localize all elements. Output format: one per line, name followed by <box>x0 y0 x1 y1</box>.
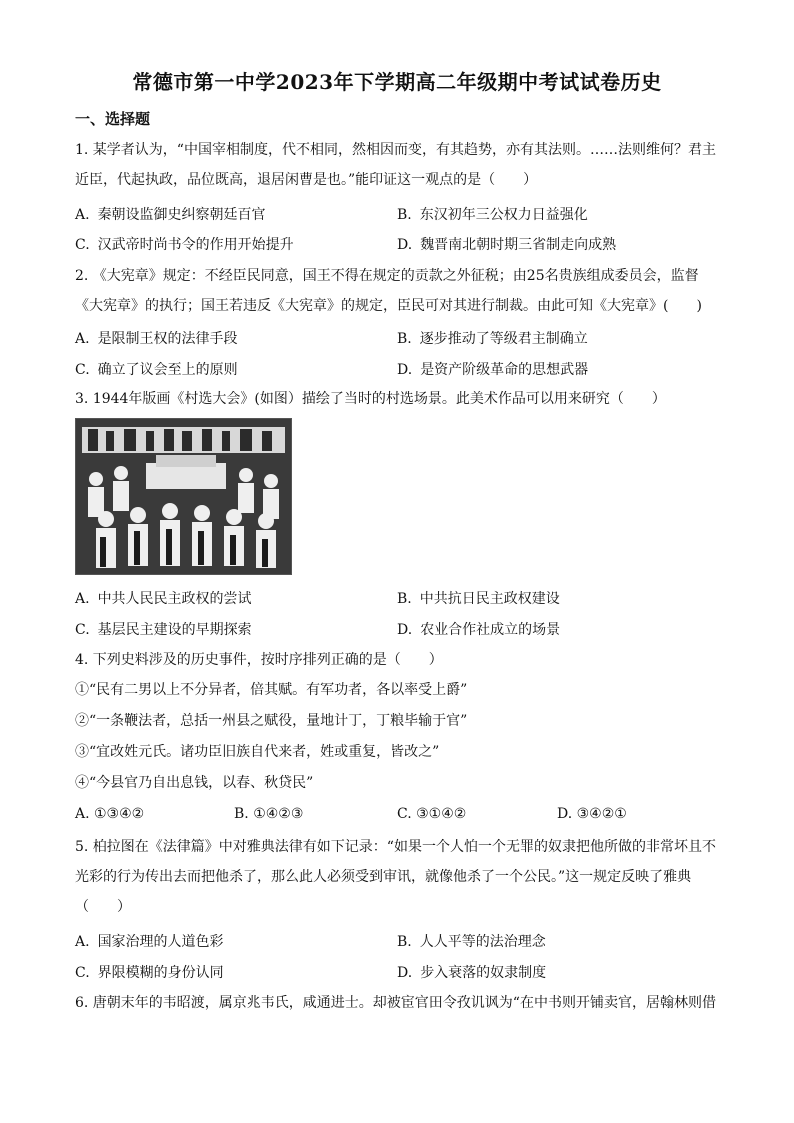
option-text: 步入衰落的奴隶制度 <box>420 965 547 981</box>
question-2-option-d <box>397 359 588 379</box>
question-4-option-d: D. ③④②① <box>557 806 627 822</box>
option-letter: A. <box>75 591 90 607</box>
question-6-stem-line-1: 6. 唐朝末年的韦昭渡，属京兆韦氏，咸通进士。却被宦官田令孜讥讽为“在中书则开铺卖官，居翰林则借 <box>75 995 716 1011</box>
question-4-option-b: B. ①④②③ <box>234 806 304 822</box>
option-letter: D. <box>397 237 413 253</box>
question-3-option-d <box>397 619 560 639</box>
question-2-stem-line-2: 《大宪章》的执行；国王若违反《大宪章》的规定，臣民可对其进行制裁。由此可知《大宪章》( ) <box>75 298 702 314</box>
question-1-stem-line-2: 近臣，代起执政，品位既高，退居闲曹是也。”能印证这一观点的是（ ） <box>75 172 538 188</box>
option-letter: A. <box>75 207 90 223</box>
village-election-woodcut-image <box>76 419 291 574</box>
option-letter: B. <box>397 207 412 223</box>
option-letter: A. <box>75 331 90 347</box>
option-letter: B. <box>397 331 412 347</box>
option-text: 是限制王权的法律手段 <box>97 331 238 347</box>
question-4-source-1: ①“民有二男以上不分异者，倍其赋。有军功者，各以率受上爵” <box>75 682 468 698</box>
option-text: 中共人民民主政权的尝试 <box>97 591 252 607</box>
question-2-stem-line-1: 2. 《大宪章》规定：不经臣民同意，国王不得在规定的贡款之外征税；由25名贵族组成委员会，监督 <box>75 268 699 284</box>
option-text: 人人平等的法治理念 <box>419 934 546 950</box>
option-text: 魏晋南北朝时期三省制走向成熟 <box>420 237 617 253</box>
option-letter: D. <box>397 965 413 981</box>
question-5-option-d <box>397 962 546 982</box>
question-5-stem-line-3: （ ） <box>75 899 131 915</box>
woodcut-illustration <box>75 418 292 575</box>
option-text: 界限模糊的身份认同 <box>97 965 224 981</box>
option-text: 逐步推动了等级君主制确立 <box>419 331 588 347</box>
option-letter: B. <box>397 934 412 950</box>
question-5-option-b <box>397 931 546 951</box>
option-letter: C. <box>75 237 90 253</box>
question-2-option-a <box>75 328 238 348</box>
option-text: 秦朝设监御史纠察朝廷百官 <box>97 207 266 223</box>
question-4-stem-line-1: 4. 下列史料涉及的历史事件，按时序排列正确的是（ ） <box>75 652 443 668</box>
question-3-stem-line-1: 3. 1944年版画《村选大会》(如图）描绘了当时的村选场景。此美术作品可以用来研究（ ） <box>75 391 666 407</box>
question-1-option-c <box>75 234 294 254</box>
option-letter: C. <box>75 362 90 378</box>
question-3-option-a <box>75 588 252 608</box>
option-text: 中共抗日民主政权建设 <box>419 591 560 607</box>
question-5-stem-line-1: 5. 柏拉图在《法律篇》中对雅典法律有如下记录：“如果一个人怕一个无罪的奴隶把他所做的非常坏且不 <box>75 839 716 855</box>
page-title: 常德市第一中学2023年下学期高二年级期中考试试卷历史 <box>132 70 662 94</box>
question-1-option-a <box>75 204 266 224</box>
option-letter: B. <box>397 591 412 607</box>
option-letter: C. <box>75 965 90 981</box>
question-1-option-d <box>397 234 616 254</box>
option-text: 东汉初年三公权力日益强化 <box>419 207 588 223</box>
question-5-option-a <box>75 931 224 951</box>
question-3-option-c <box>75 619 252 639</box>
option-text: 确立了议会至上的原则 <box>97 362 238 378</box>
option-letter: A. <box>75 934 90 950</box>
question-2-option-b <box>397 328 588 348</box>
option-text: 农业合作社成立的场景 <box>420 622 561 638</box>
option-text: 国家治理的人道色彩 <box>97 934 224 950</box>
question-4-option-c: C. ③①④② <box>397 806 467 822</box>
question-5-stem-line-2: 光彩的行为传出去而把他杀了，那么此人必须受到审讯，就像他杀了一个公民。”这一规定反映了雅典 <box>75 869 692 885</box>
question-4-source-2: ②“一条鞭法者，总括一州县之赋役，量地计丁，丁粮毕输于官” <box>75 713 468 729</box>
option-text: 是资产阶级革命的思想武器 <box>420 362 589 378</box>
question-4-source-4: ④“今县官乃自出息钱，以春、秋贷民” <box>75 775 314 791</box>
question-3-option-b <box>397 588 560 608</box>
question-4-source-3: ③“宜改姓元氏。诸功臣旧族自代来者，姓或重复，皆改之” <box>75 744 440 760</box>
question-2-option-c <box>75 359 238 379</box>
question-1-option-b <box>397 204 588 224</box>
question-4-option-a: A. ①③④② <box>75 806 145 822</box>
option-text: 汉武帝时尚书令的作用开始提升 <box>97 237 294 253</box>
option-letter: D. <box>397 622 413 638</box>
option-letter: D. <box>397 362 413 378</box>
question-5-option-c <box>75 962 224 982</box>
option-letter: C. <box>75 622 90 638</box>
option-text: 基层民主建设的早期探索 <box>97 622 252 638</box>
section-heading: 一、选择题 <box>75 110 151 128</box>
question-1-stem-line-1: 1. 某学者认为，“中国宰相制度，代不相同，然相因而变，有其趋势，亦有其法则。……法则维何？君主 <box>75 142 716 158</box>
